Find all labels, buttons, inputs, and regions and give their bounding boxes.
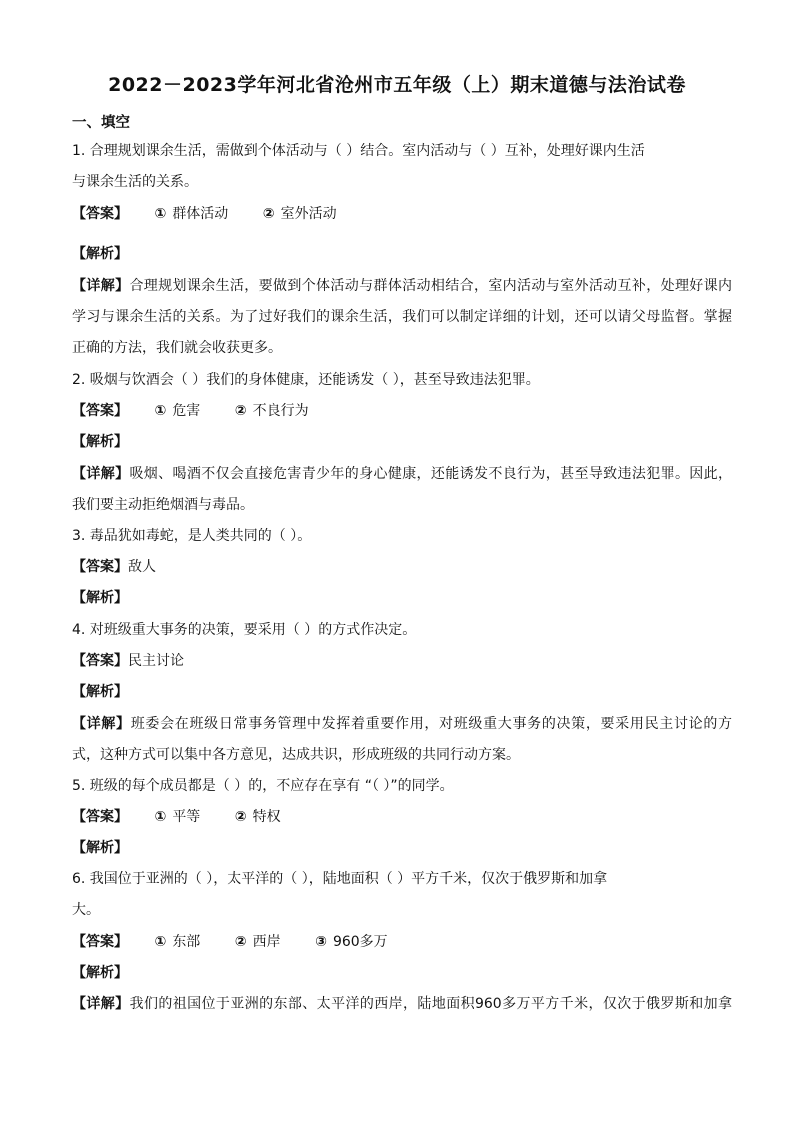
answer-number: ① — [154, 934, 167, 950]
question-6-detail-1 — [72, 994, 732, 1014]
answer-text: 危害 — [172, 403, 201, 419]
answer-number: ② — [234, 934, 247, 950]
question-4-detail-2: 式，这种方式可以集中各方意见，达成共识，形成班级的共同行动方案。 — [72, 747, 520, 763]
answer-number: ② — [234, 809, 247, 825]
question-5-line-1: 5. 班级的每个成员都是（ ）的，不应存在享有 “（ ）”的同学。 — [72, 778, 454, 794]
detail-label: 【详解】 — [72, 278, 130, 294]
question-2-analysis — [72, 432, 732, 452]
question-6-answer — [72, 932, 732, 952]
detail-label: 【详解】 — [72, 466, 130, 482]
question-5-analysis — [72, 838, 732, 858]
question-1-analysis — [72, 244, 732, 264]
analysis-label: 【解析】 — [72, 965, 128, 981]
detail-text: 我们的祖国位于亚洲的东部、太平洋的西岸，陆地面积960多万平方千米，仅次于俄罗斯和加拿 — [129, 996, 732, 1012]
question-1-detail-3: 正确的方法，我们就会收获更多。 — [72, 340, 282, 356]
question-2-line-1: 2. 吸烟与饮酒会（ ）我们的身体健康，还能诱发（ ），甚至导致违法犯罪。 — [72, 372, 540, 388]
question-6-analysis — [72, 963, 732, 983]
question-6-line-1: 6. 我国位于亚洲的（ ），太平洋的（ ），陆地面积（ ）平方千米，仅次于俄罗斯和加拿 — [72, 871, 608, 887]
answer-text: 平等 — [172, 809, 201, 825]
answer-text: 群体活动 — [172, 206, 229, 222]
answer-text: 敌人 — [128, 559, 156, 575]
analysis-label: 【解析】 — [72, 590, 128, 606]
answer-number: ① — [154, 206, 167, 222]
answer-number: ① — [154, 809, 167, 825]
question-4-line-1: 4. 对班级重大事务的决策，要采用（ ）的方式作决定。 — [72, 622, 417, 638]
question-3-answer — [72, 557, 732, 577]
section-heading: 一、填空 — [72, 115, 130, 131]
question-4-answer — [72, 651, 732, 671]
answer-number: ① — [154, 403, 167, 419]
detail-label: 【详解】 — [72, 996, 130, 1012]
question-2-detail-1 — [72, 464, 732, 484]
answer-text: 西岸 — [252, 934, 281, 950]
question-2-answer — [72, 401, 732, 421]
question-1-line-2: 与课余生活的关系。 — [72, 174, 198, 190]
answer-label: 【答案】 — [72, 809, 128, 825]
analysis-label: 【解析】 — [72, 840, 128, 856]
question-1-detail-2: 学习与课余生活的关系。为了过好我们的课余生活，我们可以制定详细的计划，还可以请父母监督。掌握 — [72, 309, 732, 325]
question-4-analysis — [72, 682, 732, 702]
analysis-label: 【解析】 — [72, 246, 128, 262]
question-5-answer — [72, 807, 732, 827]
question-3-analysis — [72, 588, 732, 608]
question-1-detail-1 — [72, 276, 732, 296]
question-4-detail-1 — [72, 714, 732, 734]
answer-text: 960多万 — [332, 934, 388, 950]
analysis-label: 【解析】 — [72, 684, 128, 700]
answer-number: ② — [234, 403, 247, 419]
answer-label: 【答案】 — [72, 206, 128, 222]
answer-text: 民主讨论 — [128, 653, 184, 669]
exam-title: 2022－2023学年河北省沧州市五年级（上）期末道德与法治试卷 — [108, 74, 686, 96]
detail-text: 吸烟、喝酒不仅会直接危害青少年的身心健康，还能诱发不良行为，甚至导致违法犯罪。因此， — [129, 466, 733, 482]
question-1-line-1: 1. 合理规划课余生活，需做到个体活动与（ ）结合。室内活动与（ ）互补，处理好课内生活 — [72, 143, 645, 159]
question-2-detail-2: 我们要主动拒绝烟酒与毒品。 — [72, 497, 254, 513]
answer-text: 东部 — [172, 934, 201, 950]
answer-text: 特权 — [252, 809, 281, 825]
answer-label: 【答案】 — [72, 559, 128, 575]
question-6-line-2: 大。 — [72, 902, 100, 918]
answer-label: 【答案】 — [72, 653, 128, 669]
question-3-line-1: 3. 毒品犹如毒蛇，是人类共同的（ ）。 — [72, 528, 312, 544]
answer-number: ② — [262, 206, 275, 222]
answer-text: 室外活动 — [280, 206, 337, 222]
detail-label: 【详解】 — [72, 716, 131, 732]
analysis-label: 【解析】 — [72, 434, 128, 450]
answer-text: 不良行为 — [252, 403, 309, 419]
detail-text: 班委会在班级日常事务管理中发挥着重要作用，对班级重大事务的决策，要采用民主讨论的方 — [130, 716, 733, 732]
answer-label: 【答案】 — [72, 403, 128, 419]
answer-number: ③ — [315, 934, 327, 950]
answer-label: 【答案】 — [72, 934, 128, 950]
question-1-answer — [72, 204, 732, 224]
detail-text: 合理规划课余生活，要做到个体活动与群体活动相结合，室内活动与室外活动互补，处理好课内 — [129, 278, 733, 294]
